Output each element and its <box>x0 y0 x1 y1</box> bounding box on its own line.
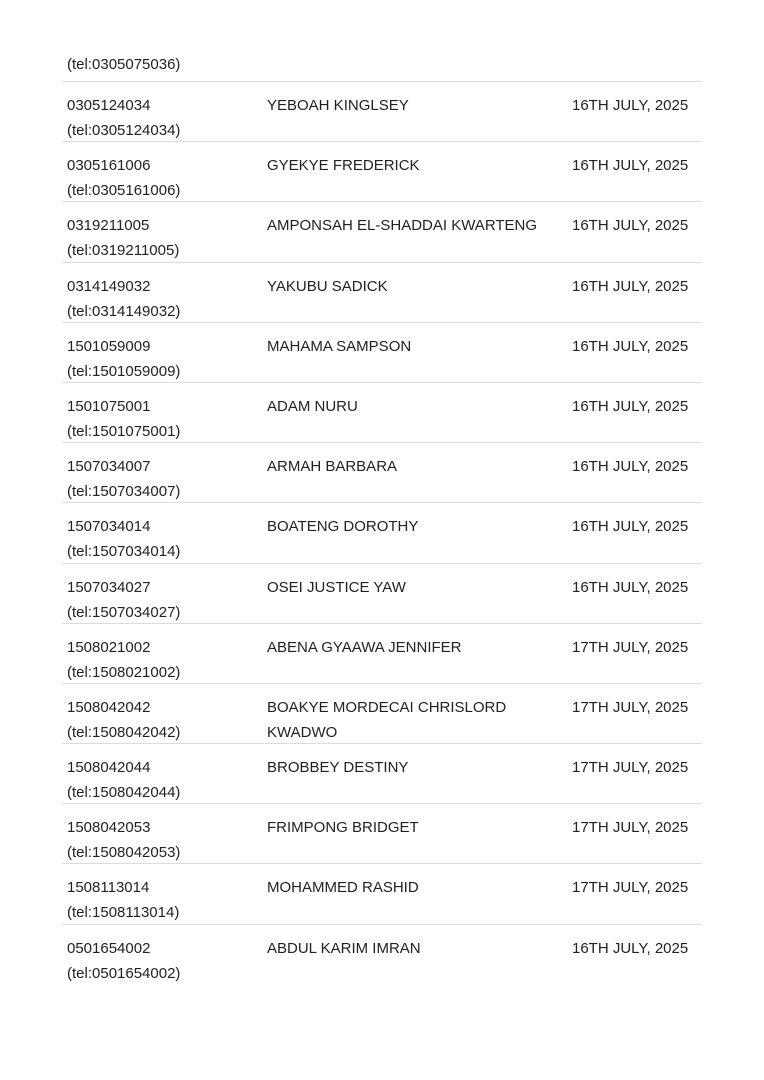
date-text: 16TH JULY, 2025 <box>572 97 689 114</box>
id-cell <box>67 936 257 986</box>
student-name: AMPONSAH EL-SHADDAI KWARTENG <box>267 217 538 235</box>
table-row <box>62 263 702 323</box>
table-row <box>62 202 702 262</box>
id-cell <box>67 815 257 865</box>
phone-link[interactable]: (tel:0305161006) <box>67 182 181 200</box>
date-cell <box>572 274 702 299</box>
index-number: 0314149032 <box>67 277 151 295</box>
id-cell <box>67 153 257 203</box>
name-cell <box>267 815 557 840</box>
student-name: ADAM NURU <box>267 397 358 415</box>
table-row <box>62 82 702 142</box>
date-text: 16TH JULY, 2025 <box>572 397 689 415</box>
id-cell <box>67 635 257 685</box>
student-name: GYEKYE FREDERICK <box>267 157 420 175</box>
date-cell <box>572 815 702 840</box>
date-text: 16TH JULY, 2025 <box>572 939 689 957</box>
phone-link[interactable]: (tel:1508113014) <box>67 904 180 922</box>
date-cell <box>572 575 702 600</box>
table-row <box>62 864 702 924</box>
date-cell <box>572 213 702 238</box>
student-name: YEBOAH KINGLSEY <box>267 97 409 114</box>
id-cell <box>67 274 257 324</box>
student-name: BOAKYE MORDECAI CHRISLORD <box>267 698 507 716</box>
table-row <box>62 142 702 202</box>
name-cell <box>267 454 557 479</box>
date-cell <box>572 394 702 419</box>
phone-link[interactable]: (tel:0319211005) <box>67 242 180 260</box>
table-row <box>62 503 702 563</box>
id-cell <box>67 875 257 925</box>
id-cell <box>67 394 257 444</box>
student-name: FRIMPONG BRIDGET <box>267 819 419 837</box>
phone-link[interactable]: (tel:1508042044) <box>67 784 181 802</box>
name-cell <box>267 213 557 238</box>
date-cell <box>572 153 702 178</box>
name-cell <box>267 274 557 299</box>
name-cell <box>267 334 557 359</box>
phone-link[interactable]: (tel:1507034027) <box>67 603 181 621</box>
student-name: OSEI JUSTICE YAW <box>267 578 406 596</box>
phone-link[interactable]: (tel:1508042053) <box>67 844 181 862</box>
name-cell <box>267 936 557 961</box>
id-cell <box>67 454 257 504</box>
student-name: BOATENG DOROTHY <box>267 518 419 536</box>
table-row <box>62 443 702 503</box>
date-text: 16TH JULY, 2025 <box>572 337 689 355</box>
date-cell <box>572 695 702 720</box>
id-cell <box>67 695 257 745</box>
date-text: 16TH JULY, 2025 <box>572 217 689 235</box>
date-cell <box>572 334 702 359</box>
student-name: YAKUBU SADICK <box>267 277 388 295</box>
name-cell <box>267 153 557 178</box>
index-number: 1507034007 <box>67 458 151 476</box>
phone-link[interactable]: (tel:1507034014) <box>67 543 181 561</box>
student-name: MOHAMMED RASHID <box>267 879 419 897</box>
phone-link[interactable]: (tel:0314149032) <box>67 302 181 320</box>
phone-link[interactable]: (tel:1507034007) <box>67 483 181 501</box>
index-number: 1507034014 <box>67 518 151 536</box>
index-number: 1501075001 <box>67 397 151 415</box>
table-row-fragment <box>62 0 702 82</box>
id-cell <box>67 755 257 805</box>
date-text: 16TH JULY, 2025 <box>572 578 689 596</box>
date-cell <box>572 936 702 961</box>
table-row <box>62 925 702 985</box>
id-cell <box>67 514 257 564</box>
date-cell <box>572 875 702 900</box>
table-row <box>62 744 702 804</box>
student-name: ABDUL KARIM IMRAN <box>267 939 421 957</box>
student-name: MAHAMA SAMPSON <box>267 337 412 355</box>
date-text: 16TH JULY, 2025 <box>572 458 689 476</box>
date-text: 16TH JULY, 2025 <box>572 518 689 536</box>
student-name: ARMAH BARBARA <box>267 458 398 476</box>
date-text: 17TH JULY, 2025 <box>572 638 689 656</box>
date-text: 17TH JULY, 2025 <box>572 759 689 777</box>
id-cell <box>67 93 257 143</box>
id-cell <box>67 334 257 384</box>
date-text: 16TH JULY, 2025 <box>572 157 689 175</box>
name-cell <box>267 394 557 419</box>
table-row <box>62 684 702 744</box>
index-number: 1508042042 <box>67 698 151 716</box>
date-cell <box>572 755 702 780</box>
id-cell <box>67 213 257 263</box>
name-cell <box>267 695 557 745</box>
index-number: 1508042044 <box>67 759 151 777</box>
date-cell <box>572 93 702 118</box>
name-cell <box>267 93 557 118</box>
phone-link[interactable]: (tel:0305124034) <box>67 122 181 139</box>
table-row <box>62 804 702 864</box>
index-number: 1508042053 <box>67 819 151 837</box>
name-cell <box>267 875 557 900</box>
date-cell <box>572 635 702 660</box>
table-row <box>62 564 702 624</box>
date-text: 17TH JULY, 2025 <box>572 698 689 716</box>
index-number: 0305124034 <box>67 97 151 114</box>
student-name: ABENA GYAAWA JENNIFER <box>267 638 462 656</box>
date-cell <box>572 454 702 479</box>
phone-link[interactable]: (tel:1501075001) <box>67 422 181 440</box>
phone-link[interactable]: (tel:0305075036) <box>67 56 181 73</box>
results-table <box>62 0 702 985</box>
index-number: 1508021002 <box>67 638 151 656</box>
phone-link[interactable]: (tel:1508042042) <box>67 723 181 741</box>
table-row <box>62 323 702 383</box>
index-number: 0305161006 <box>67 157 151 175</box>
student-name-continued: KWADWO <box>267 723 338 741</box>
phone-link[interactable]: (tel:1508021002) <box>67 663 181 681</box>
index-number: 0319211005 <box>67 217 150 235</box>
table-row <box>62 383 702 443</box>
id-cell <box>67 575 257 625</box>
name-cell <box>267 635 557 660</box>
index-number: 1507034027 <box>67 578 151 596</box>
index-number: 1508113014 <box>67 879 150 897</box>
index-number: 0501654002 <box>67 939 151 957</box>
name-cell <box>267 575 557 600</box>
name-cell <box>267 755 557 780</box>
date-text: 16TH JULY, 2025 <box>572 277 689 295</box>
name-cell <box>267 514 557 539</box>
phone-link[interactable]: (tel:1501059009) <box>67 362 181 380</box>
student-name: BROBBEY DESTINY <box>267 759 409 777</box>
index-number: 1501059009 <box>67 337 151 355</box>
date-text: 17TH JULY, 2025 <box>572 819 689 837</box>
date-cell <box>572 514 702 539</box>
phone-link[interactable]: (tel:0501654002) <box>67 964 181 982</box>
date-text: 17TH JULY, 2025 <box>572 879 689 897</box>
table-row <box>62 624 702 684</box>
